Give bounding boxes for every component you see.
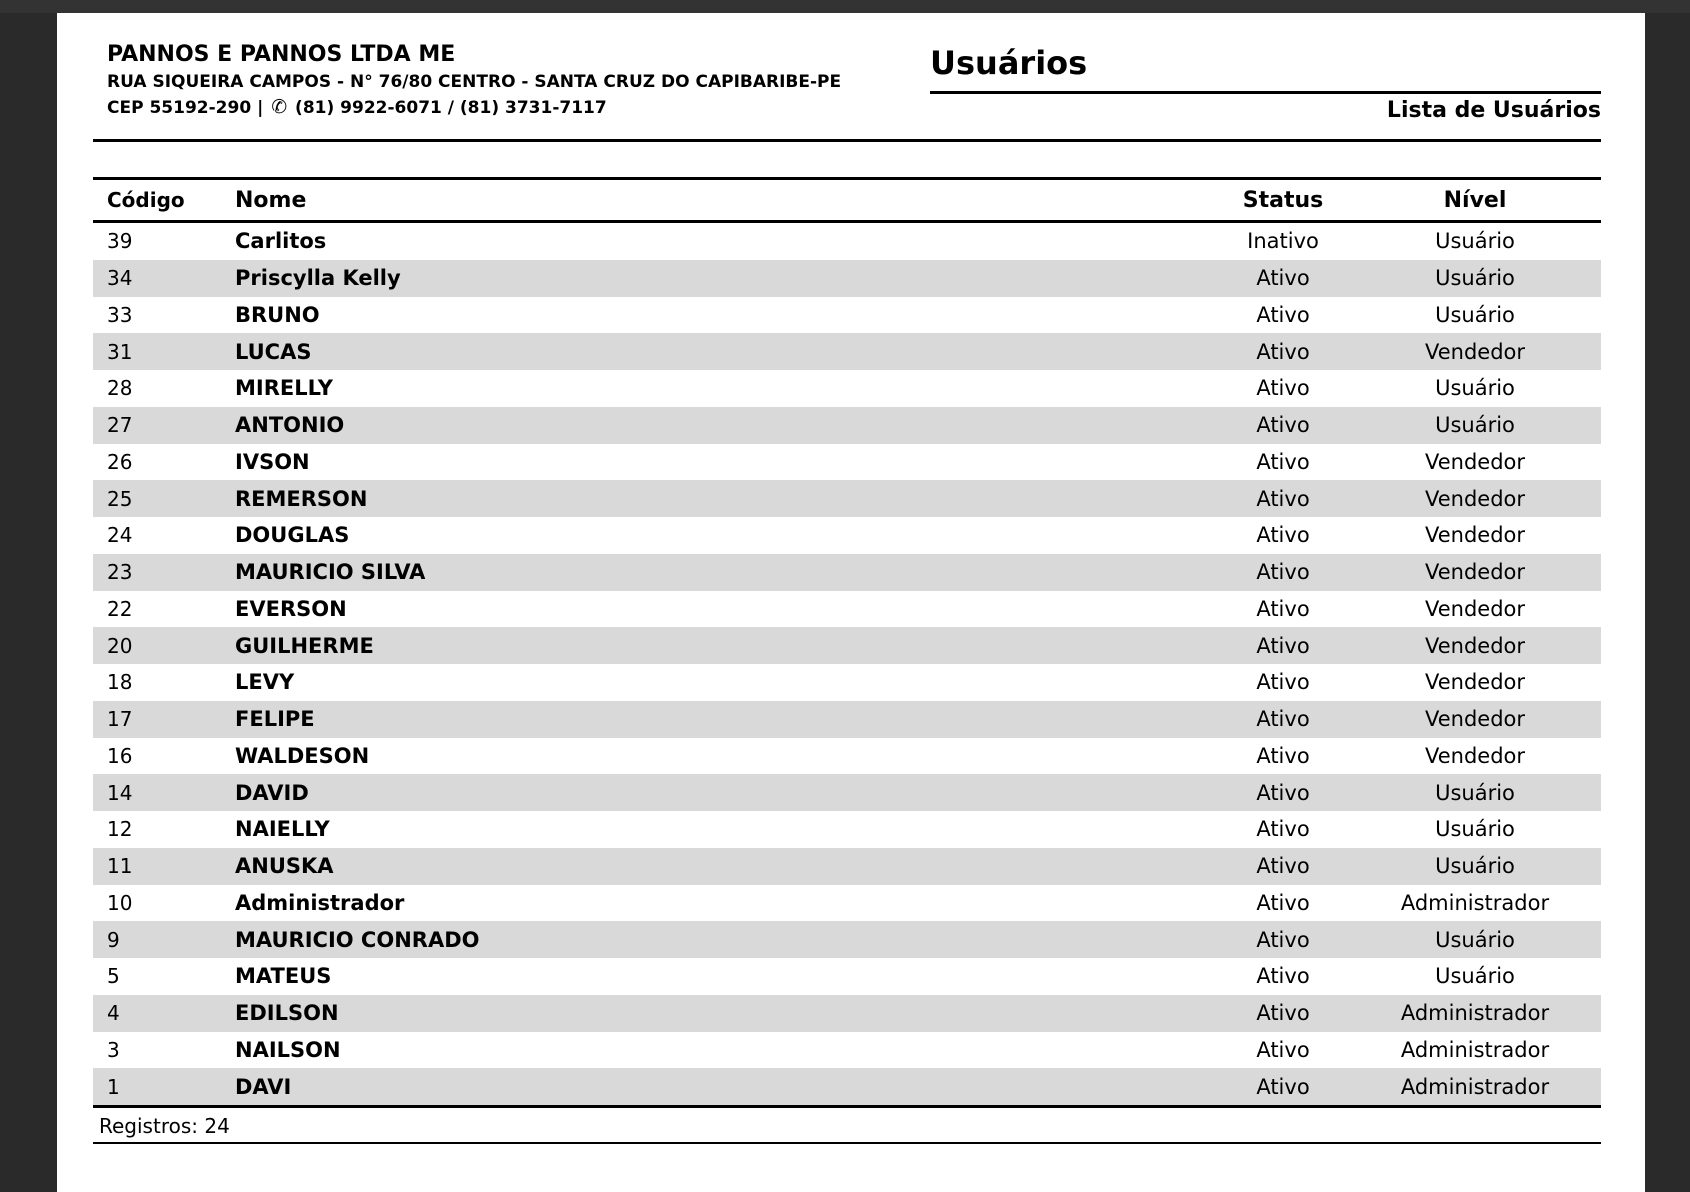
cell-status: Ativo [1256, 817, 1310, 842]
table-row [93, 848, 1601, 885]
page-title: Usuários [930, 43, 1601, 94]
cell-codigo: 16 [107, 743, 133, 768]
table-row [93, 958, 1601, 995]
cell-nivel: Administrador [1400, 1037, 1550, 1062]
cell-nivel: Vendedor [1424, 596, 1526, 621]
cell-status: Ativo [1256, 780, 1310, 805]
table-row [93, 627, 1601, 664]
cell-codigo: 5 [107, 964, 120, 989]
cell-nivel: Usuário [1435, 302, 1515, 327]
cell-codigo: 10 [107, 890, 133, 915]
cell-status: Ativo [1256, 633, 1310, 658]
cell-codigo: 17 [107, 707, 133, 732]
cell-codigo: 25 [107, 486, 133, 511]
cell-codigo: 27 [107, 413, 133, 438]
cell-nivel: Administrador [1400, 1001, 1550, 1026]
report-page [57, 13, 1645, 1192]
cell-status: Ativo [1256, 523, 1310, 548]
cell-codigo: 28 [107, 376, 133, 401]
cell-nivel: Vendedor [1424, 670, 1526, 695]
phone-icon: ✆ [271, 96, 288, 118]
cell-codigo: 3 [107, 1037, 120, 1062]
cell-status: Ativo [1256, 1037, 1310, 1062]
records-count: Registros: 24 [93, 1108, 1601, 1144]
table-row [93, 664, 1601, 701]
cell-nivel: Usuário [1435, 413, 1515, 438]
cell-status: Ativo [1256, 560, 1310, 585]
cell-codigo: 4 [107, 1001, 120, 1026]
cell-nivel: Usuário [1435, 927, 1515, 952]
users-table [93, 177, 1601, 1144]
cell-nome: LEVY [235, 670, 295, 695]
cell-status: Ativo [1256, 1074, 1310, 1099]
cell-status: Ativo [1256, 376, 1310, 401]
cell-nome: GUILHERME [235, 633, 374, 658]
cell-codigo: 1 [107, 1074, 120, 1099]
cell-nivel: Usuário [1435, 854, 1515, 879]
cell-status: Ativo [1256, 743, 1310, 768]
cell-status: Ativo [1256, 854, 1310, 879]
table-row [93, 811, 1601, 848]
company-address: RUA SIQUEIRA CAMPOS - N° 76/80 CENTRO - SANTA CRUZ DO CAPIBARIBE-PE [107, 72, 842, 92]
table-row [93, 480, 1601, 517]
cell-nome: DAVID [235, 780, 309, 805]
cell-nome: BRUNO [235, 302, 320, 327]
table-row [93, 370, 1601, 407]
cell-nome: EVERSON [235, 596, 347, 621]
table-row [93, 260, 1601, 297]
report-subtitle: Lista de Usuários [1386, 98, 1601, 123]
cell-codigo: 31 [107, 339, 133, 364]
table-row [93, 701, 1601, 738]
cell-nivel: Vendedor [1424, 486, 1526, 511]
column-header-status: Status [1242, 187, 1324, 213]
cell-codigo: 14 [107, 780, 133, 805]
cell-nome: DOUGLAS [235, 523, 350, 548]
cell-status: Ativo [1256, 890, 1310, 915]
cell-nome: DAVI [235, 1074, 292, 1099]
cell-nivel: Administrador [1400, 1074, 1550, 1099]
column-header-codigo: Código [107, 188, 185, 212]
cell-nome: MIRELLY [235, 376, 333, 401]
cell-nivel: Vendedor [1424, 523, 1526, 548]
cell-status: Ativo [1256, 266, 1310, 291]
table-row [93, 774, 1601, 811]
company-name: PANNOS E PANNOS LTDA ME [107, 42, 456, 67]
cell-nivel: Usuário [1435, 780, 1515, 805]
cell-nome: Administrador [235, 890, 405, 915]
header-divider-rule [93, 139, 1601, 142]
table-row [93, 1032, 1601, 1069]
cell-nivel: Vendedor [1424, 633, 1526, 658]
company-cep-phone [107, 95, 841, 121]
company-cep: CEP 55192-290 | [107, 98, 264, 118]
cell-nome: NAILSON [235, 1037, 341, 1062]
cell-status: Ativo [1256, 339, 1310, 364]
cell-codigo: 33 [107, 302, 133, 327]
cell-nome: ANUSKA [235, 854, 334, 879]
cell-nivel: Usuário [1435, 376, 1515, 401]
cell-status: Ativo [1256, 964, 1310, 989]
cell-nome: FELIPE [235, 707, 315, 732]
cell-status: Ativo [1256, 449, 1310, 474]
cell-nome: NAIELLY [235, 817, 330, 842]
cell-nome: MAURICIO SILVA [235, 560, 426, 585]
cell-nivel: Usuário [1435, 229, 1515, 254]
cell-nome: IVSON [235, 449, 310, 474]
table-row [93, 517, 1601, 554]
cell-codigo: 12 [107, 817, 133, 842]
cell-status: Ativo [1256, 302, 1310, 327]
cell-status: Ativo [1256, 670, 1310, 695]
table-row [93, 591, 1601, 628]
cell-nivel: Vendedor [1424, 449, 1526, 474]
cell-nivel: Usuário [1435, 817, 1515, 842]
cell-nivel: Administrador [1400, 890, 1550, 915]
cell-status: Ativo [1256, 927, 1310, 952]
cell-nome: LUCAS [235, 339, 312, 364]
cell-codigo: 22 [107, 596, 133, 621]
column-header-nome: Nome [235, 187, 307, 213]
table-row [93, 995, 1601, 1032]
cell-codigo: 34 [107, 266, 133, 291]
cell-nivel: Usuário [1435, 266, 1515, 291]
company-phones: (81) 9922-6071 / (81) 3731-7117 [295, 98, 607, 118]
table-row [93, 554, 1601, 591]
table-row [93, 223, 1601, 260]
cell-nome: MATEUS [235, 964, 332, 989]
cell-nivel: Vendedor [1424, 339, 1526, 364]
table-row [93, 333, 1601, 370]
cell-codigo: 23 [107, 560, 133, 585]
viewer-top-strip [0, 0, 1690, 13]
table-row [93, 297, 1601, 334]
cell-nivel: Usuário [1435, 964, 1515, 989]
cell-codigo: 24 [107, 523, 133, 548]
cell-status: Ativo [1256, 486, 1310, 511]
cell-nome: REMERSON [235, 486, 368, 511]
cell-status: Ativo [1256, 413, 1310, 438]
cell-nivel: Vendedor [1424, 560, 1526, 585]
cell-status: Ativo [1256, 707, 1310, 732]
cell-nome: Carlitos [235, 229, 327, 254]
table-row [93, 885, 1601, 922]
table-row [93, 738, 1601, 775]
report-title-block [930, 43, 1601, 124]
table-row [93, 444, 1601, 481]
table-header-row [93, 177, 1601, 223]
company-header [107, 40, 841, 121]
table-row [93, 407, 1601, 444]
cell-status: Ativo [1256, 1001, 1310, 1026]
table-row [93, 1068, 1601, 1105]
cell-codigo: 20 [107, 633, 133, 658]
cell-nome: ANTONIO [235, 413, 345, 438]
cell-status: Inativo [1247, 229, 1319, 254]
cell-nome: WALDESON [235, 743, 370, 768]
cell-nome: EDILSON [235, 1001, 339, 1026]
cell-nivel: Vendedor [1424, 743, 1526, 768]
cell-codigo: 39 [107, 229, 133, 254]
cell-nome: Priscylla Kelly [235, 266, 401, 291]
cell-codigo: 11 [107, 854, 133, 879]
table-row [93, 921, 1601, 958]
table-body [93, 223, 1601, 1108]
cell-nome: MAURICIO CONRADO [235, 927, 480, 952]
cell-nivel: Vendedor [1424, 707, 1526, 732]
column-header-nivel: Nível [1443, 187, 1507, 213]
cell-codigo: 26 [107, 449, 133, 474]
cell-codigo: 9 [107, 927, 120, 952]
cell-status: Ativo [1256, 596, 1310, 621]
cell-codigo: 18 [107, 670, 133, 695]
